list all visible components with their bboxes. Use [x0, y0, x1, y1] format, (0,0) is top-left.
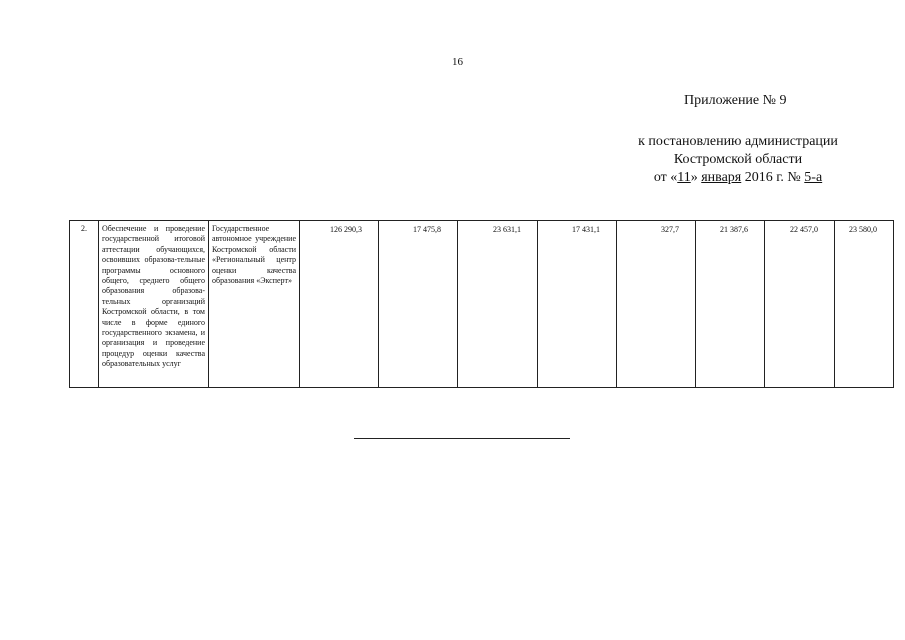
decree-number: 5-а	[804, 170, 823, 185]
measure-name: Обеспечение и проведение государственной итоговой аттестации обучающихся, освоивших образова-тельные программы основного общего, среднего общего образования образова-тельных организаций Костромской области, в том числе в форме единого государственного экзамена, и организация и проведение процедур оценки качества образовательных услуг	[99, 221, 209, 388]
value-cell: 17 475,8	[379, 221, 458, 388]
decree-year: 2016 г. №	[741, 170, 805, 185]
row-number: 2.	[70, 221, 99, 388]
decree-date-line	[618, 169, 858, 187]
page-number: 16	[452, 56, 463, 68]
value-cell: 21 387,6	[696, 221, 765, 388]
executor-name: Государственное автономное учреждение Костромской области «Региональный центр оценки качества образования «Эксперт»	[209, 221, 300, 388]
value-cell: 327,7	[617, 221, 696, 388]
decree-month: января	[701, 170, 742, 185]
decree-line-2: Костромской области	[673, 152, 803, 167]
value-cell: 23 580,0	[835, 221, 894, 388]
decree-prefix: от «	[653, 170, 678, 185]
table-row	[70, 221, 894, 388]
decree-middle: »	[690, 170, 702, 185]
decree-day: 11	[677, 170, 691, 185]
value-cell: 126 290,3	[300, 221, 379, 388]
value-cell: 17 431,1	[538, 221, 617, 388]
decree-line-1: к постановлению администрации	[638, 134, 838, 149]
appendix-title: Приложение № 9	[684, 93, 787, 108]
value-cell: 23 631,1	[458, 221, 538, 388]
closing-line	[354, 438, 570, 439]
program-table	[69, 220, 894, 388]
decree-reference	[618, 133, 858, 187]
value-cell: 22 457,0	[765, 221, 835, 388]
